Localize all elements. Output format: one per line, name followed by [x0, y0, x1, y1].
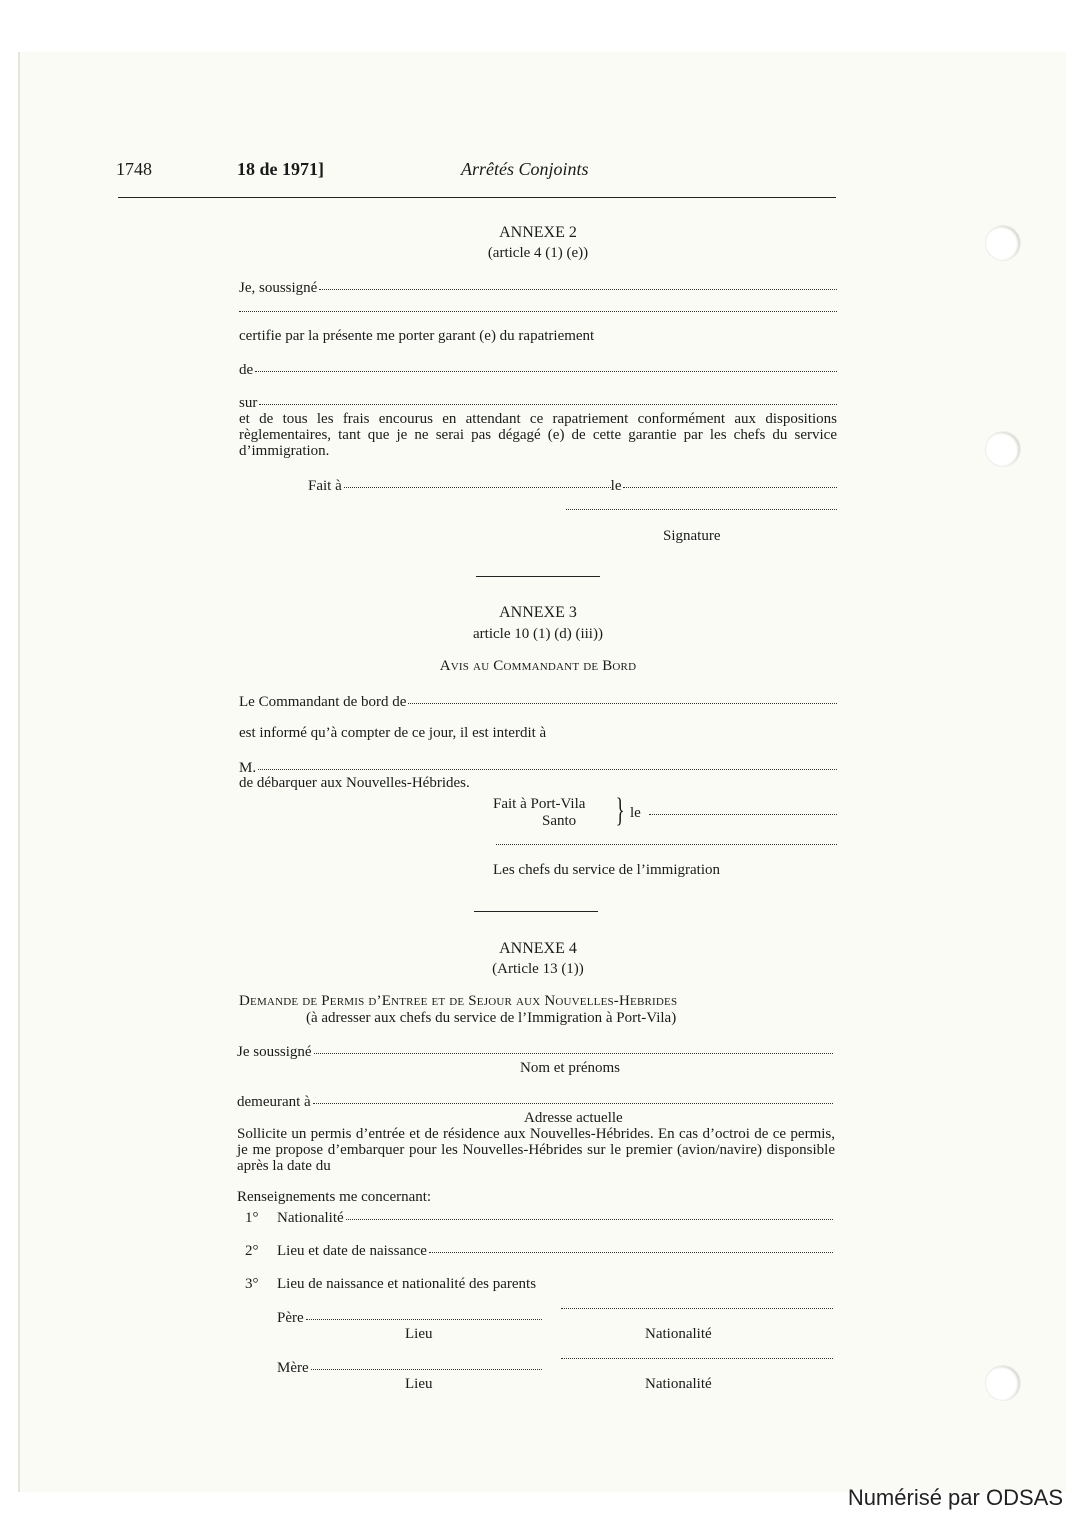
fill-line: [319, 289, 837, 290]
annexe4-mere-label: Mère: [277, 1360, 309, 1376]
fill-line: [561, 1308, 833, 1309]
fill-line: [346, 1219, 833, 1220]
fill-line: [311, 1369, 542, 1370]
annexe4-mere-lieu: Lieu: [405, 1376, 433, 1392]
annexe4-pere-nationalite: Nationalité: [645, 1326, 712, 1342]
annexe4-item3-num: 3°: [245, 1276, 259, 1292]
fill-line: [239, 311, 837, 312]
annexe4-adresser: (à adresser aux chefs du service de l’Immigration à Port-Vila): [306, 1010, 677, 1026]
annexe4-item1-line: [277, 1210, 833, 1227]
annexe3-le-line: [630, 805, 837, 822]
annexe2-de-label: de: [239, 362, 254, 378]
annexe2-fait-line: [308, 478, 837, 495]
annexe4-soussigne-label: Je soussigné: [237, 1044, 312, 1060]
annexe4-demande: Demande de Permis d’Entree et de Sejour aux Nouvelles-Hebrides: [239, 993, 678, 1009]
fill-line: [623, 487, 837, 488]
annexe4-article: (Article 13 (1)): [492, 961, 584, 977]
fill-line: [255, 371, 837, 372]
annexe4-pere-label: Père: [277, 1310, 304, 1326]
annexe2-sur-line: [239, 395, 837, 412]
fill-line: [344, 487, 611, 488]
annexe4-pere-line: [277, 1310, 542, 1327]
annexe2-blank-line: [239, 313, 837, 314]
annexe4-item3-label: Lieu de naissance et nationalité des parents: [277, 1276, 537, 1292]
annexe4-adresse: Adresse actuelle: [524, 1110, 623, 1126]
annexe4-mere-nationalite: Nationalité: [645, 1376, 712, 1392]
annexe4-item2-num: 2°: [245, 1243, 259, 1259]
annexe3-informe: est informé qu’à compter de ce jour, il est interdit à: [239, 725, 547, 741]
annexe3-santo: Santo: [542, 813, 577, 829]
annexe2-fait-label: Fait à: [308, 478, 342, 494]
punch-hole: [986, 1366, 1020, 1400]
annexe2-article: (article 4 (1) (e)): [487, 245, 589, 261]
fill-line: [258, 769, 837, 770]
annexe3-chefs-line: [496, 846, 837, 847]
annexe4-nom: Nom et prénoms: [520, 1060, 620, 1076]
annexe4-demeurant-label: demeurant à: [237, 1094, 311, 1110]
annexe3-brace: }: [615, 792, 625, 829]
annexe3-commandant-line: [239, 694, 837, 711]
annexe3-article: article 10 (1) (d) (iii)): [473, 626, 603, 642]
annexe4-sollicite: Sollicite un permis d’entrée et de résidence aux Nouvelles-Hébrides. En cas d’octroi de ce permis, je me propose d’embarquer pour les Nouvelles-Hébrides sur le premier (avion/navire) disponsible après la date du: [237, 1126, 835, 1174]
annexe4-renseignements: Renseignements me concernant:: [237, 1189, 432, 1205]
annexe2-certifie: certifie par la présente me porter garant (e) du rapatriement: [239, 328, 595, 344]
fill-line: [566, 509, 837, 510]
header-ref: 18 de 1971]: [237, 159, 324, 179]
annexe4-soussigne-line: [237, 1044, 833, 1061]
fill-line: [429, 1252, 833, 1253]
annexe2-title: ANNEXE 2: [499, 224, 577, 241]
annexe4-mere-line: [277, 1360, 542, 1377]
fill-line: [561, 1358, 833, 1359]
fill-line: [259, 404, 837, 405]
header-rule: [118, 197, 836, 198]
punch-hole: [986, 432, 1020, 466]
annexe4-item2-line: [277, 1243, 833, 1260]
annexe4-item2-label: Lieu et date de naissance: [277, 1243, 427, 1259]
fill-line: [408, 703, 837, 704]
fill-line: [649, 814, 837, 815]
fill-line: [496, 844, 837, 845]
annexe2-soussigne-label: Je, soussigné: [239, 280, 318, 296]
annexe3-title: ANNEXE 3: [499, 604, 577, 621]
document-page: [18, 52, 1066, 1492]
annexe2-sur-label: sur: [239, 395, 258, 411]
annexe4-item1-label: Nationalité: [277, 1210, 344, 1226]
annexe2-signature-line: [566, 511, 837, 512]
annexe2-signature: Signature: [663, 528, 721, 544]
fill-line: [314, 1053, 833, 1054]
annexe4-pere-nat-line: [561, 1310, 833, 1311]
punch-hole: [986, 226, 1020, 260]
annexe4-item1-num: 1°: [245, 1210, 259, 1226]
annexe4-title: ANNEXE 4: [499, 940, 577, 957]
annexe2-le-label: le: [610, 478, 622, 494]
annexe3-fait-port-vila: Fait à Port-Vila: [493, 796, 586, 812]
section-separator: [476, 576, 600, 577]
annexe3-debarquer: de débarquer aux Nouvelles-Hébrides.: [239, 775, 470, 791]
header-title: Arrêtés Conjoints: [461, 159, 589, 179]
annexe3-le-label: le: [630, 805, 641, 821]
section-separator: [474, 911, 598, 912]
fill-line: [313, 1103, 833, 1104]
annexe3-avis: Avis au Commandant de Bord: [439, 658, 637, 674]
annexe2-de-line: [239, 362, 837, 379]
annexe3-commandant-label: Le Commandant de bord de: [239, 694, 407, 710]
annexe4-mere-nat-line: [561, 1360, 833, 1361]
page-number: 1748: [116, 159, 152, 179]
annexe2-frais: et de tous les frais encourus en attendant ce rapatriement conformément aux dispositions règlementaires, tant que je ne serai pas dégagé (e) de cette garantie par les chefs du service d’immigration.: [239, 411, 837, 459]
annexe4-demeurant-line: [237, 1094, 833, 1111]
fill-line: [306, 1319, 542, 1320]
watermark: Numérisé par ODSAS: [847, 1485, 1063, 1510]
annexe2-soussigne-line: [239, 280, 837, 297]
annexe4-pere-lieu: Lieu: [405, 1326, 433, 1342]
annexe3-chefs: Les chefs du service de l’immigration: [493, 862, 721, 878]
annexe3-m-label: M.: [239, 760, 257, 776]
